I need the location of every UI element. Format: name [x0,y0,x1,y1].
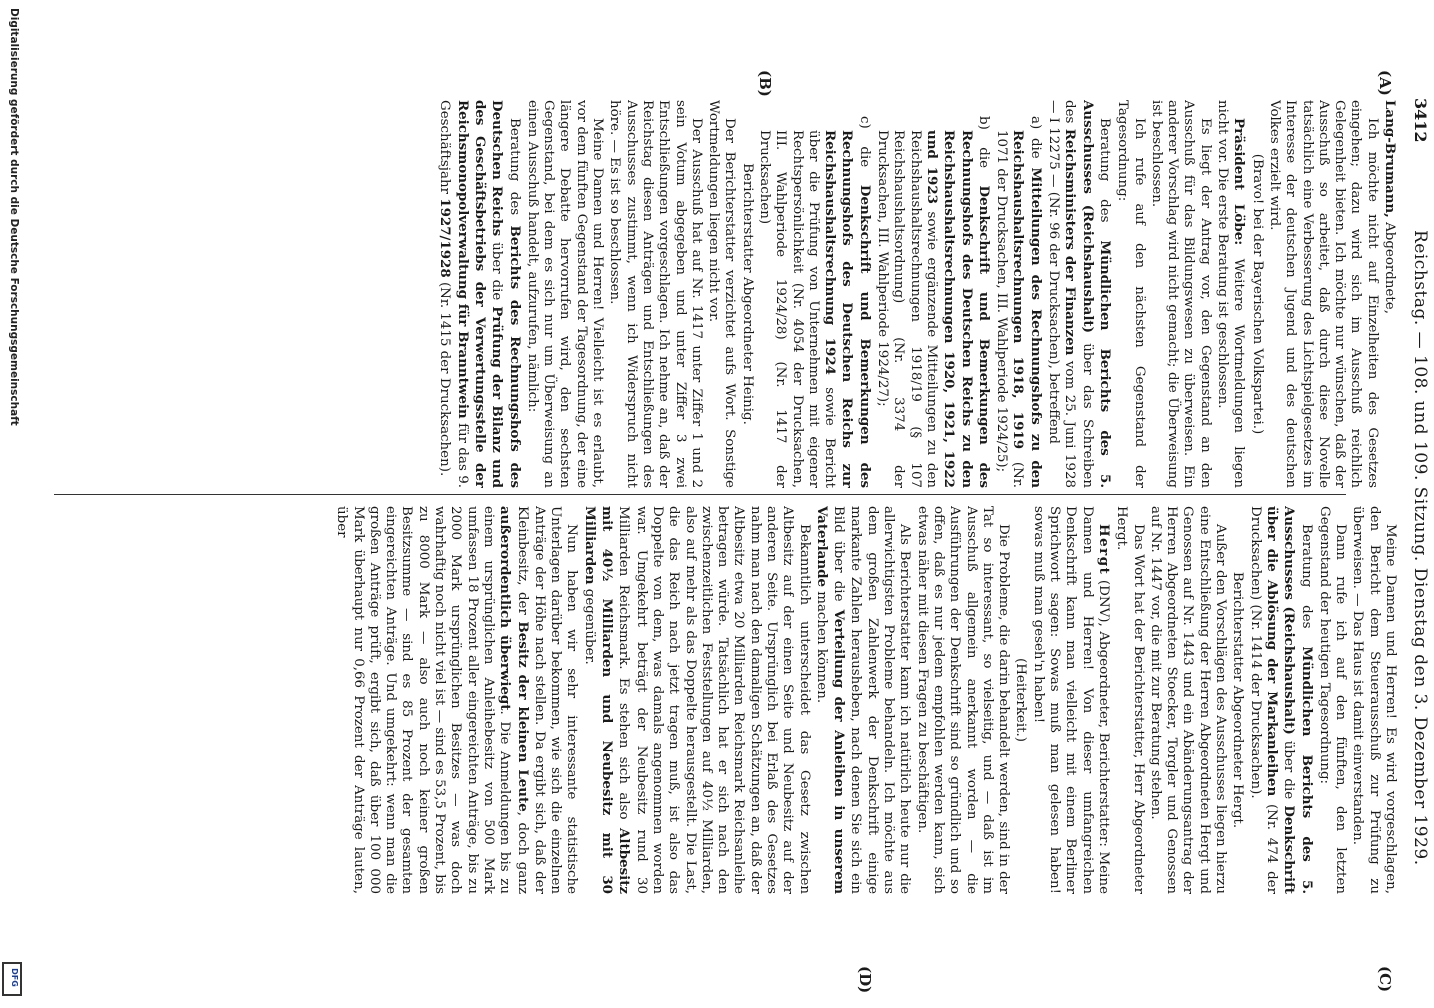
page-number: 3412 [1411,98,1430,143]
speech-text: machen können. [813,591,829,704]
speaker-name: Lang-Brumann, [1382,100,1398,218]
agenda-bold: Prüfung der Bilanz und des Geschäftsbetriebs der Verwertungsstelle der Reichsmonopolverwaltung für Branntwein [454,100,506,488]
subitem-bold: Mitteilungen des Rechnungshofs zu den Reichshaushaltsrechnungen 1918, 1919 [1010,130,1044,488]
emphasis: außerordentlich überwiegt [497,506,514,711]
margin-marker-b: (B) [756,70,774,97]
speaker-name: Präsident Löbe: [1231,118,1248,246]
paragraph [813,506,913,894]
dfg-logo-text: DFG [9,968,19,987]
speaker-name: Hergt [1095,524,1112,576]
subitem-text: sowie ergänzende Mitteilungen zu den Reichshaushaltsrechnungen 1918/19 (§ 107 Reichshaushaltsordnung) (Nr. 3374 der Drucksachen, III. Wahlperiode 1924/27); [875,130,939,488]
subitem-label: b) [975,116,991,130]
interjection: (Heiterkeit.) [1013,658,1029,742]
agenda-item [1246,506,1314,894]
paragraph: Außer den Vorschlägen des Ausschusses liegen hierzu eine Entschließung der Herren Abgeordneten Hergt und Genossen auf Nr. 1443 und ein Abänderungsantrag der Herren Abgeordneten Stoecker, Torgler und Genossen auf Nr. 1447 vor, die mit zur Beratung stehen. [1147,506,1229,894]
speaker-role: Abgeordnete, [1382,222,1397,314]
paragraph: Es liegt der Antrag vor, den Gegenstand an den Ausschuß für das Bildungswesen zu überweisen. Ein anderer Vorschlag wird nicht gemacht; die Überweisung ist beschlossen. [1148,100,1213,488]
paragraph: Dann rufe ich auf den fünften, den letzten Gegenstand der heutigen Tagesordnung: [1316,506,1349,894]
emphasis: Altbesitz mit 40½ Milliarden und Neubesitz mit 30 Milliarden [581,506,633,894]
rapporteur-line: Berichterstatter Abgeordneter Hergt. [1230,571,1246,829]
paragraph [1381,100,1398,488]
paragraph: Das Wort hat der Berichterstatter, Herr Abgeordneter Hergt. [1114,506,1146,894]
subitem-bold: Denkschrift und Bemerkungen des Rechnungshofs des Deutschen Reichs zur Reichshaushaltsrechnung 1924 [822,130,873,488]
paragraph: Meine Damen und Herren! Es wird vorgeschlagen, den Bericht dem Steuerausschuß zur Prüfung zu überweisen. — Das Haus ist damit einverstanden. [1350,506,1398,894]
running-head: Reichstag. — 108. und 109. Sitzung. Dienstag den 3. Dezember 1929. [1410,230,1430,866]
dfg-logo [2,962,22,996]
agenda-text: (Nr. 1415 der Drucksachen). [437,281,453,477]
margin-marker-d: (D) [856,966,874,994]
subitem-label: c) [856,116,872,129]
agenda-text: (Nr. 474 der Drucksachen) (Nr. 1414 der Drucksachen). [1247,506,1279,894]
column-divider [54,494,1346,495]
emphasis: Verteilung der Anleihen in unserem Vaterlande [813,506,848,894]
agenda-bold: Mündlichen Berichts des 5. Ausschusses (Reichshaushalt) [1079,100,1113,488]
paragraph: Der Berichterstatter verzichtet aufs Wort. Sonstige Wortmeldungen liegen nicht vor. [706,100,738,488]
speech-text: (DNV), Abgeordneter, Berichterstatter: Meine Damen und Herren! Von dieser umfangreichen Denkschrift kann man vielleicht mit einem Berliner Sprichwort sagen: Sowas muß man gelesen haben! sowas muß man geseh'n haben! [1030,506,1111,894]
paragraph [580,506,811,894]
subitem-text: die [1027,137,1043,159]
agenda-text: über das Schreiben des [1062,100,1095,488]
subitem-text: sowie Bericht über die Prüfung von Unternehmen mit eigener Rechtspersönlichkeit (Nr. 4054 der Drucksachen, III. Wahlperiode 1924/28) (Nr. 1417 der Drucksachen) [757,130,838,488]
agenda-text: Beratung des [506,118,522,216]
margin-marker-c: (C) [1376,966,1394,993]
speech-text: Bekanntlich unterscheidet das Gesetz zwischen Altbesitz auf der einen Seite und Neubesitz auf der anderen Seite. Ursprünglich bei Erlaß des Gesetzes nahm man nach den damaligen Schätzungen an, daß der Altbesitz etwa 20 Milliarden Reichsmark Reichsanleihe betragen würde. Tatsächlich hat er sich nach den zwischenzeitlichen Feststellungen auf 40½ Milliarden, also auf mehr als das Doppelte herausgestellt. Die Last, die das Reich nach jetzt tragen muß, ist also das Doppelte von dem, was damals angenommen worden war. Umgekehrt beträgt der Neubesitz rund 30 Milliarden Reichsmark. Es stehen sich also [616,506,812,894]
paragraph: Der Ausschuß hat auf Nr. 1417 unter Ziffer 1 und 2 sein Votum abgegeben und unter Ziffer 3 zwei Entschließungen vorgeschlagen. Ich nehme an, daß der Reichstag diesen Anträgen und Entschließungen des Ausschusses zustimmt, wenn ich Widerspruch nicht höre. — Es ist so beschlossen. [607,100,704,488]
margin-marker-a: (A) [1376,70,1394,96]
interjection: (Bravo! bei der Bayerischen Volkspartei.) [1249,153,1265,435]
rapporteur-line: Berichterstatter Abgeordneter Heinig. [739,163,755,425]
speech-text: gegenüber. [581,588,597,665]
subitem-text: (Nr. 1071 der Drucksachen, III. Wahlperiode 1924/25); [994,130,1026,488]
subitem-label: a) [1027,116,1043,130]
agenda-bold: Berichts des Rechnungshofs des Deutschen Reichs [489,100,523,488]
agenda-bold: 1927/1928 [437,198,454,278]
speech-text: Als Berichterstatter kann ich natürlich heute nur die allerwichtigsten Probleme behandeln. Ich möchte aus dem großen Zahlenwerk der Denkschrift einige markante Zahlen herausheben, nach denen Sie sich ein Bild über die [831,506,913,894]
subitem-text: die [856,146,872,168]
funding-credit: Digitalisierung gefördert durch die Deutsche Forschungsgemeinschaft [8,8,20,426]
agenda-subitem-a [993,100,1044,488]
paragraph: Ich möchte nicht auf Einzelheiten des Gesetzes eingehen; dazu wird sich im Ausschuß reichlich Gelegenheit bieten. Ich möchte nur wünschen, daß der Ausschuß so arbeitet, daß durch diese Novelle tatsächlich eine Verbesserung des Lichtspielgesetzes im Interesse der deutschen Jugend und des deutschen Volkes erzielt wird. [1266,100,1380,488]
left-column [38,100,1398,488]
agenda-text: vom 25. Juni 1928 — I 12275 — (Nr. 96 der Drucksachen), betreffend [1046,100,1078,488]
subitem-text: die [975,147,991,169]
agenda-bold: Mündlichen Berichts des 5. Ausschusses (Reichshaushalt) [1281,506,1315,894]
right-column [38,506,1398,894]
paragraph [333,506,579,894]
speech-text: . Die Anmeldungen bis zu einem ursprünglichen Anleihebesitz von 500 Mark umfassen 18 Prozent aller eingereichten Anträge, bis zu 2000 Mark ursprünglichen Besitzes — was doch wahrhaftig noch nicht viel ist — sind es 53,5 Prozent, bis zu 8000 Mark — also auch noch keiner großen Besitzsumme — sind es 85 Prozent der gesamten eingereichten Anträge. Und umgekehrt: wenn man die großen Anträge prüft, ergibt sich, daß über 100 000 Mark überhaupt nur 0,66 Prozent der Anträge lauten, über [334,506,513,894]
paragraph [1029,506,1111,894]
paragraph: Meine Damen und Herren! Vielleicht ist es erlaubt, vor dem fünften Gegenstand der Tagesordnung, der eine längere Debatte hervorrufen wird, den sechsten Gegenstand, bei dem es sich nur um Überweisung an einen Ausschuß handelt, aufzurufen, nämlich: [524,100,606,488]
paragraph: Die Probleme, die darin behandelt werden, sind in der Tat so interessant, so vielseitig, und — daß ist im Ausschuß allgemein anerkannt worden — die Ausführungen der Denkschrift sind so gründlich und so offen, daß es nur jedem empfohlen werden kann, sich etwas näher mit diesen Fragen zu beschäftigen. [914,506,1012,894]
agenda-item [1045,100,1113,488]
credit-strip [0,0,26,1000]
paragraph [1214,100,1248,488]
agenda-text: für das 9. Geschäftsjahr [437,100,470,488]
agenda-text: über die [1281,740,1297,800]
subitem-bold: Denkschrift und Bemerkungen des Rechnungshofs des Deutschen Reichs zu den Reichshaushaltsrechnungen 1920, 1921, 1922 und 1923 [923,130,992,488]
agenda-text: Beratung des [1096,118,1112,223]
agenda-text: über die [489,242,505,301]
paragraph: Ich rufe auf den nächsten Gegenstand der Tagesordnung: [1115,100,1147,488]
agenda-text: Beratung des [1298,524,1314,629]
agenda-subitem-b [874,100,992,488]
speech-text: Nun haben wir sehr interessante statistische Unterlagen darüber bekommen, wie sich die einzelnen Anträge der Höhe nach stellen. Da ergibt sich, daß der Kleinbesitz, der [514,506,580,894]
speech-text: Weitere Wortmeldungen liegen nicht vor. Die erste Beratung ist geschlossen. [1215,100,1247,488]
speech-text: , doch ganz [514,811,530,894]
agenda-bold: Denkschrift über die Ablösung der Markanleihen [1263,506,1298,894]
emphasis: Besitz der kleinen Leute [514,621,531,812]
scanned-page [28,0,1434,1000]
agenda-subitem-c [756,100,873,488]
rotated-page-content [28,0,1434,1000]
agenda-item [436,100,522,488]
agenda-bold: Reichsministers der Finanzen [1062,128,1079,356]
